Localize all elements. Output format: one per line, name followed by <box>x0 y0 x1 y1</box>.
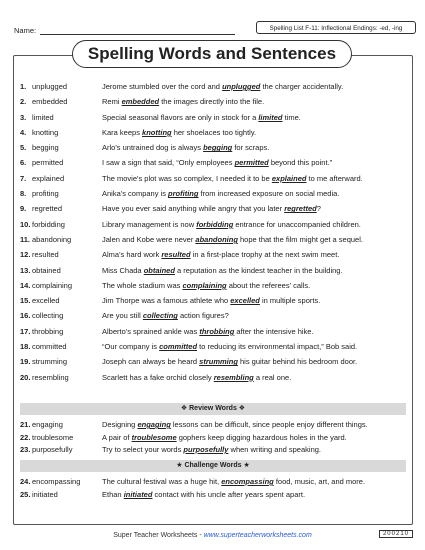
highlighted-word: explained <box>271 173 307 183</box>
highlighted-word: resembling <box>213 372 254 382</box>
word-row <box>20 373 410 388</box>
word-row <box>20 445 410 458</box>
word-row <box>20 128 410 143</box>
example-sentence: Ethan initiated contact with his uncle after years spent apart. <box>102 489 306 499</box>
spelling-word: resembling <box>32 372 69 382</box>
word-number: 5. <box>20 143 27 153</box>
highlighted-word: begging <box>203 143 233 153</box>
highlighted-word: complaining <box>182 280 227 290</box>
name-label: Name: <box>14 26 37 35</box>
highlighted-word: engaging <box>137 420 171 429</box>
example-sentence: Have you ever said anything while angry that you later regretted? <box>102 204 321 214</box>
highlighted-word: purposefully <box>183 445 229 454</box>
spelling-word: complaining <box>32 280 73 290</box>
spelling-word: initiated <box>32 489 58 499</box>
example-sentence: Alma's hard work resulted in a first-place trophy at the next swim meet. <box>102 250 340 260</box>
main-word-list <box>20 82 410 388</box>
word-row <box>20 281 410 296</box>
example-sentence: Remi embedded the images directly into the file. <box>102 97 265 107</box>
word-number: 23. <box>20 445 31 454</box>
spelling-word: excelled <box>32 296 60 306</box>
word-number: 1. <box>20 82 27 91</box>
example-sentence: Library management is now forbidding entrance for unaccompanied children. <box>102 219 361 229</box>
highlighted-word: regretted <box>284 204 317 214</box>
word-number: 25. <box>20 489 31 499</box>
review-word-list <box>20 420 410 458</box>
example-sentence: Kara keeps knotting her shoelaces too tightly. <box>102 127 257 137</box>
spelling-word: strumming <box>32 357 68 367</box>
name-field[interactable] <box>40 26 235 35</box>
spelling-word: limited <box>32 112 54 122</box>
highlighted-word: strumming <box>199 357 238 367</box>
word-number: 8. <box>20 189 27 199</box>
highlighted-word: embedded <box>121 97 160 107</box>
example-sentence: “Our company is committed to reducing its environmental impact,” Bob said. <box>102 342 358 352</box>
example-sentence: Arlo's untrained dog is always begging for scraps. <box>102 143 270 153</box>
word-number: 18. <box>20 342 31 352</box>
highlighted-word: throbbing <box>199 326 235 336</box>
spelling-word: abandoning <box>32 234 72 244</box>
spelling-word: permitted <box>32 158 64 168</box>
word-row <box>20 158 410 173</box>
word-row <box>20 490 410 503</box>
highlighted-word: knotting <box>142 127 172 137</box>
spelling-word: knotting <box>32 127 59 137</box>
highlighted-word: excelled <box>230 296 260 306</box>
highlighted-word: unplugged <box>222 82 261 91</box>
word-number: 22. <box>20 432 31 442</box>
word-row <box>20 143 410 158</box>
example-sentence: Anika's company is profiting from increased exposure on social media. <box>102 189 340 199</box>
highlighted-word: resulted <box>161 250 191 260</box>
word-row <box>20 420 410 433</box>
example-sentence: I saw a sign that said, “Only employees permitted beyond this point.” <box>102 158 333 168</box>
word-number: 15. <box>20 296 31 306</box>
word-row <box>20 250 410 265</box>
word-number: 7. <box>20 173 27 183</box>
title-banner <box>72 40 352 68</box>
spelling-word: encompassing <box>32 477 81 486</box>
word-row <box>20 296 410 311</box>
highlighted-word: abandoning <box>195 234 238 244</box>
example-sentence: Scarlett has a fake orchid closely resembling a real one. <box>102 372 292 382</box>
word-row <box>20 220 410 235</box>
word-row <box>20 189 410 204</box>
word-number: 13. <box>20 265 31 275</box>
word-row <box>20 235 410 250</box>
highlighted-word: initiated <box>123 489 153 499</box>
example-sentence: Are you still collecting action figures? <box>102 311 229 321</box>
example-sentence: The movie's plot was so complex, I needed it to be explained to me afterward. <box>102 173 363 183</box>
footer <box>0 532 425 539</box>
highlighted-word: profiting <box>168 189 199 199</box>
page-title: Spelling Words and Sentences <box>87 44 337 63</box>
spelling-word: explained <box>32 173 65 183</box>
word-number: 10. <box>20 219 31 229</box>
word-row <box>20 174 410 189</box>
spelling-word: begging <box>32 143 59 153</box>
word-row <box>20 357 410 372</box>
example-sentence: Jalen and Kobe were never abandoning hope that the film might get a sequel. <box>102 234 363 244</box>
word-number: 6. <box>20 158 27 168</box>
example-sentence: Special seasonal flavors are only in stock for a limited time. <box>102 112 301 122</box>
spelling-word: regretted <box>32 204 63 214</box>
word-number: 20. <box>20 372 31 382</box>
review-header: ❖ Review Words ❖ <box>20 403 406 415</box>
list-badge: Spelling List F-11: Inflectional Endings: -ed, -ing <box>256 21 416 34</box>
example-sentence: Jerome stumbled over the cord and unplugged the charger accidentally. <box>102 82 344 91</box>
name-row <box>14 26 235 35</box>
spelling-word: throbbing <box>32 326 64 336</box>
spelling-word: forbidding <box>32 219 65 229</box>
word-row <box>20 433 410 446</box>
word-number: 9. <box>20 204 27 214</box>
word-row <box>20 477 410 490</box>
spelling-word: profiting <box>32 189 59 199</box>
word-number: 14. <box>20 280 31 290</box>
word-number: 11. <box>20 234 31 244</box>
example-sentence: Miss Chada obtained a reputation as the kindest teacher in the building. <box>102 265 343 275</box>
word-row <box>20 82 410 97</box>
highlighted-word: encompassing <box>221 477 274 486</box>
example-sentence: A pair of troublesome gophers keep digging hazardous holes in the yard. <box>102 432 347 442</box>
highlighted-word: collecting <box>142 311 178 321</box>
word-row <box>20 204 410 219</box>
highlighted-word: obtained <box>143 265 175 275</box>
word-number: 16. <box>20 311 31 321</box>
spelling-word: obtained <box>32 265 61 275</box>
word-number: 17. <box>20 326 31 336</box>
word-number: 2. <box>20 97 27 107</box>
word-row <box>20 266 410 281</box>
example-sentence: The cultural festival was a huge hit, encompassing food, music, art, and more. <box>102 477 366 486</box>
spelling-word: committed <box>32 342 67 352</box>
challenge-header: ★ Challenge Words ★ <box>20 460 406 472</box>
word-row <box>20 311 410 326</box>
spelling-word: engaging <box>32 420 63 429</box>
spelling-word: troublesome <box>32 432 74 442</box>
worksheet-code: 200210 <box>379 530 413 538</box>
word-number: 3. <box>20 112 27 122</box>
word-row <box>20 113 410 128</box>
word-number: 12. <box>20 250 31 260</box>
spelling-word: resulted <box>32 250 59 260</box>
example-sentence: Joseph can always be heard strumming his guitar behind his bedroom door. <box>102 357 358 367</box>
word-number: 24. <box>20 477 31 486</box>
example-sentence: Alberto's sprained ankle was throbbing after the intensive hike. <box>102 326 314 336</box>
footer-link[interactable]: www.superteacherworksheets.com <box>203 532 312 539</box>
word-row <box>20 327 410 342</box>
highlighted-word: forbidding <box>196 219 234 229</box>
example-sentence: Try to select your words purposefully when writing and speaking. <box>102 445 321 454</box>
word-row <box>20 97 410 112</box>
example-sentence: The whole stadium was complaining about the referees' calls. <box>102 280 311 290</box>
challenge-word-list <box>20 477 410 502</box>
word-row <box>20 342 410 357</box>
spelling-word: collecting <box>32 311 64 321</box>
spelling-word: unplugged <box>32 82 68 91</box>
footer-text: Super Teacher Worksheets - <box>113 532 204 539</box>
highlighted-word: committed <box>159 342 198 352</box>
word-number: 4. <box>20 127 27 137</box>
highlighted-word: permitted <box>234 158 269 168</box>
spelling-word: embedded <box>32 97 68 107</box>
highlighted-word: troublesome <box>131 432 177 442</box>
highlighted-word: limited <box>258 112 283 122</box>
word-number: 21. <box>20 420 31 429</box>
word-number: 19. <box>20 357 31 367</box>
spelling-word: purposefully <box>32 445 73 454</box>
example-sentence: Designing engaging lessons can be difficult, since people enjoy different things. <box>102 420 368 429</box>
example-sentence: Jim Thorpe was a famous athlete who excelled in multiple sports. <box>102 296 321 306</box>
